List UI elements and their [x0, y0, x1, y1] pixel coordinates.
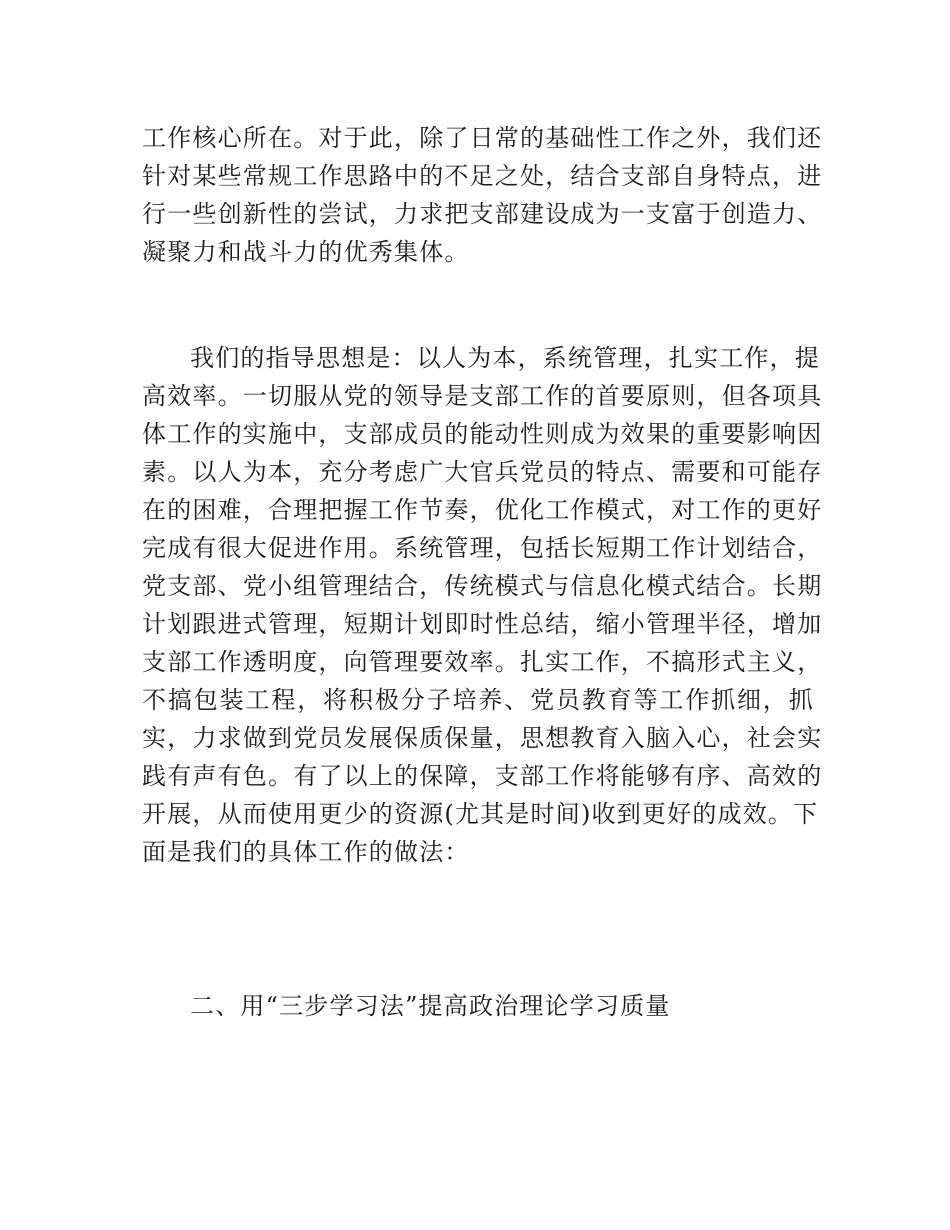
paragraph-line: 凝聚力和战斗力的优秀集体。	[142, 238, 470, 266]
paragraph-2	[142, 339, 823, 871]
paragraph-1	[142, 119, 823, 271]
paragraph-line: 工作核心所在。对于此，除了日常的基础性工作之外，我们还	[142, 124, 823, 152]
paragraph-line: 我们的指导思想是：以人为本，系统管理，扎实工作，提	[190, 344, 820, 372]
paragraph-line: 素。以人为本，充分考虑广大官兵党员的特点、需要和可能存	[142, 458, 823, 486]
section-heading	[142, 987, 814, 1025]
section-heading-text: 二、用“三步学习法”提高政治理论学习质量	[190, 992, 671, 1020]
paragraph-line: 践有声有色。有了以上的保障，支部工作将能够有序、高效的	[142, 762, 823, 790]
paragraph-line: 支部工作透明度，向管理要效率。扎实工作，不搞形式主义，	[142, 648, 823, 676]
paragraph-line: 开展，从而使用更少的资源(尤其是时间)收到更好的成效。下	[142, 800, 819, 828]
paragraph-line: 完成有很大促进作用。系统管理，包括长短期工作计划结合，	[142, 534, 823, 562]
paragraph-line: 面是我们的具体工作的做法：	[142, 838, 470, 866]
paragraph-line: 体工作的实施中，支部成员的能动性则成为效果的重要影响因	[142, 420, 823, 448]
paragraph-line: 计划跟进式管理，短期计划即时性总结，缩小管理半径，增加	[142, 610, 823, 638]
paragraph-line: 行一些创新性的尝试，力求把支部建设成为一支富于创造力、	[142, 200, 823, 228]
paragraph-line: 针对某些常规工作思路中的不足之处，结合支部自身特点，进	[142, 162, 823, 190]
paragraph-line: 高效率。一切服从党的领导是支部工作的首要原则，但各项具	[142, 382, 823, 410]
paragraph-line: 不搞包装工程，将积极分子培养、党员教育等工作抓细，抓	[142, 686, 814, 714]
paragraph-line: 实，力求做到党员发展保质保量，思想教育入脑入心，社会实	[142, 724, 823, 752]
paragraph-line: 党支部、党小组管理结合，传统模式与信息化模式结合。长期	[142, 572, 823, 600]
paragraph-line: 在的困难，合理把握工作节奏，优化工作模式，对工作的更好	[142, 496, 823, 524]
